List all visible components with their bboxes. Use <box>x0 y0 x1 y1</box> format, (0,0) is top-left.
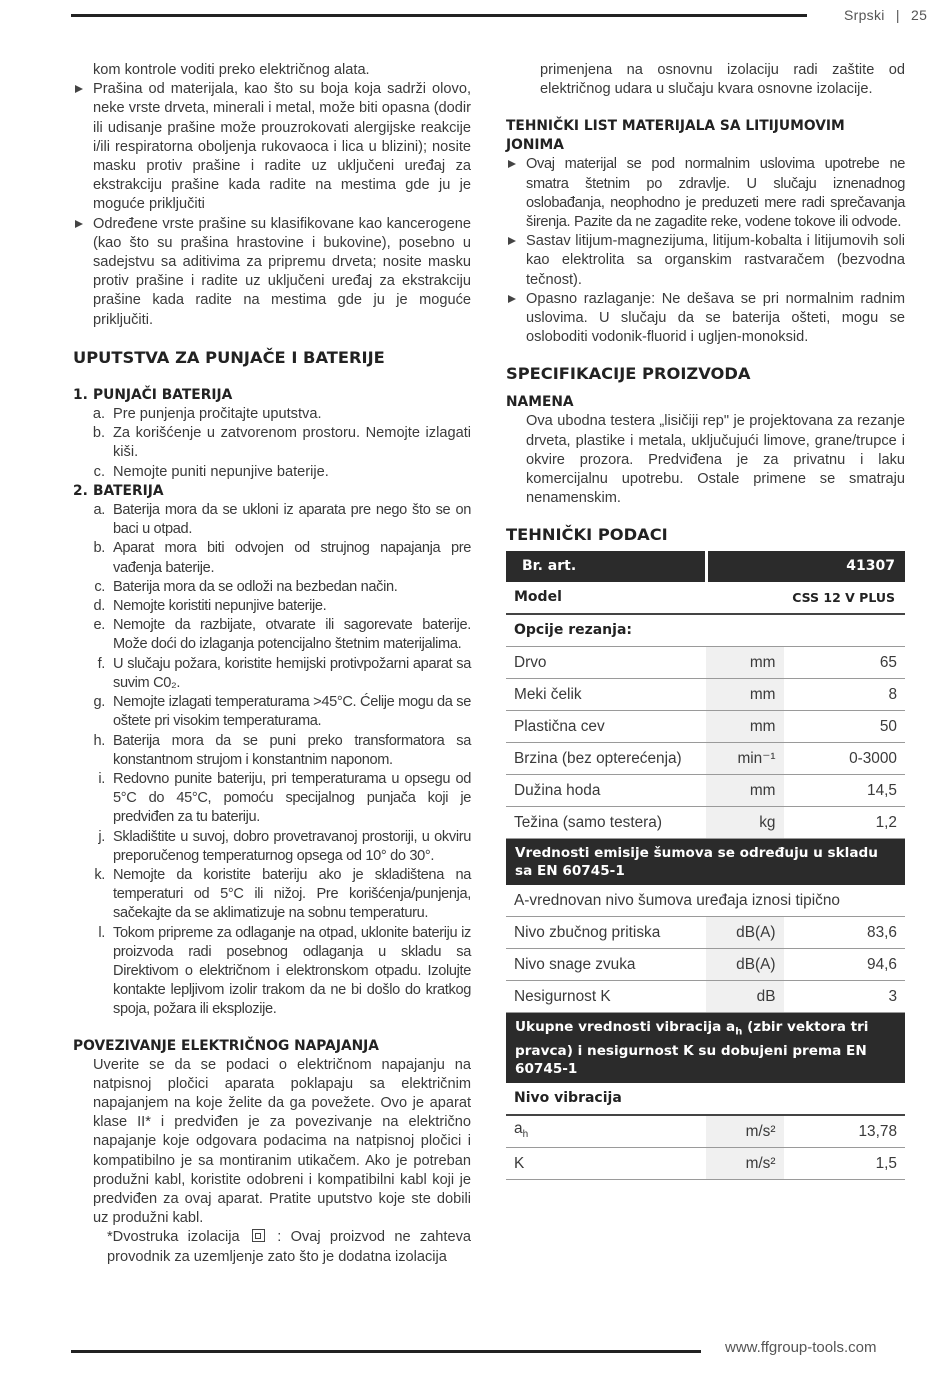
art-number-row <box>506 551 905 582</box>
footer-url: www.ffgroup-tools.com <box>725 1339 877 1356</box>
power-note-text: : Ovaj proizvod ne zahteva provodnik za uzemljenje zato što je dodatna izolacija <box>107 1229 471 1265</box>
cut-spec-row <box>506 775 905 807</box>
art-value: 41307 <box>706 551 905 582</box>
noise-spec-value: 94,6 <box>784 949 906 981</box>
double-insulation-icon <box>252 1229 265 1242</box>
battery-list-marker: a. <box>93 502 105 519</box>
noise-intro: A-vrednovan nivo šumova uređaja iznosi tipično <box>506 885 905 917</box>
cut-spec-value: 65 <box>784 647 906 679</box>
left-column <box>73 61 471 1267</box>
cut-options-label: Opcije rezanja: <box>506 614 905 647</box>
cut-spec-value: 8 <box>784 679 906 711</box>
cut-spec-row <box>506 743 905 775</box>
cut-spec-label: Težina (samo testera) <box>506 807 706 839</box>
vibration-header-b: (zbir vektora tri pravca) i nesigurnost K su dobujeni prema EN 60745-1 <box>515 1019 869 1078</box>
cut-spec-row <box>506 711 905 743</box>
header-rule <box>71 14 807 17</box>
noise-spec-row <box>506 917 905 949</box>
cut-spec-unit: mm <box>706 775 783 807</box>
section-lithium-heading: TEHNIČKI LIST MATERIJALA SA LITIJUMOVIM JONIMA <box>506 118 845 154</box>
noise-spec-row <box>506 981 905 1013</box>
battery-list-item <box>73 770 471 828</box>
battery-list-item <box>73 655 471 693</box>
cut-spec-row <box>506 679 905 711</box>
noise-intro-row <box>506 885 905 917</box>
cut-spec-value: 1,2 <box>784 807 906 839</box>
battery-list-marker: h. <box>93 732 105 749</box>
battery-list-marker: d. <box>93 598 105 615</box>
vibration-header-sub: h <box>735 1027 743 1039</box>
charger-list-text: Nemojte puniti nepunjive baterije. <box>113 463 329 480</box>
cut-spec-unit: mm <box>706 647 783 679</box>
cut-spec-row <box>506 647 905 679</box>
model-label: Model <box>506 582 706 614</box>
cut-spec-unit: min⁻¹ <box>706 743 783 775</box>
list1-title: PUNJAČI BATERIJA <box>93 386 233 403</box>
battery-list-text: Nemojte da koristite bateriju ako je skladištena na temperaturi od 5°C ili nižoj. Pre korišćenja/punjenja, sačekajte da se aklimatizuje na sobnu temperaturu. <box>113 866 471 922</box>
k-row <box>506 1148 905 1180</box>
model-row <box>506 582 905 614</box>
battery-list-item <box>73 539 471 577</box>
insulation-continued: primenjena na osnovnu izolaciju radi zaštite od električnog udara u slučaju kvara osnovne izolacije. <box>540 62 905 98</box>
battery-list-marker: k. <box>94 866 105 883</box>
power-note-lead: *Dvostruka izolacija <box>107 1229 240 1246</box>
battery-list-marker: j. <box>98 828 105 845</box>
model-value: CSS 12 V PLUS <box>706 582 905 614</box>
charger-list-item <box>73 463 471 482</box>
noise-header-row <box>506 839 905 886</box>
lithium-bullet-1: Ovaj materijal se pod normalnim uslovima upotrebe ne smatra štetnim po zdravlje. U slučaju iznenadnog oslobađanja, neophodno je preduzeti mere radi sprečavanja širenja. Pazite da ne zagadite reke, vodene tokove ili odvode. <box>506 155 905 232</box>
k-label: K <box>506 1148 706 1180</box>
purpose-heading: NAMENA <box>506 394 574 411</box>
vibration-header-row <box>506 1013 905 1083</box>
section-spec-heading: SPECIFIKACIJE PROIZVODA <box>506 364 751 384</box>
noise-spec-label: Nesigurnost K <box>506 981 706 1013</box>
battery-list-marker: f. <box>97 655 105 672</box>
section-tech-heading: TEHNIČKI PODACI <box>506 525 668 545</box>
cut-spec-value: 0-3000 <box>784 743 906 775</box>
battery-list-text: Tokom pripreme za odlaganje na otpad, uklonite bateriju iz proizvoda radi posebnog odlaganja u skladu sa Direktivom o električnom i elektronskom otpadu. Izolujte kontakte lepljivom izolir trakom da ne bi došlo do kratkog spoja, požara ili eksplozije. <box>113 924 471 1018</box>
vibration-header-a: Ukupne vrednosti vibracija a <box>515 1019 736 1036</box>
battery-list-text: Redovno punite bateriju, pri temperaturama u opsegu od 5°C do 45°C, pomoću specijalnog punjača koji je predviđen za tu bateriju. <box>113 770 471 826</box>
noise-spec-row <box>506 949 905 981</box>
lithium-bullet-2: Sastav litijum-magnezijuma, litijum-kobalta i litijumovih soli kao elektrolita sa organskim rastvaračem (bezvodna tečnost). <box>506 232 905 290</box>
header-separator: | <box>895 7 900 23</box>
charger-list-marker: c. <box>93 463 105 480</box>
page-number: 25 <box>911 7 928 23</box>
battery-list-marker: c. <box>94 578 105 595</box>
battery-list-item <box>73 501 471 539</box>
vibration-level-label: Nivo vibracija <box>506 1083 905 1115</box>
charger-list-text: Pre punjenja pročitajte uputstva. <box>113 406 322 423</box>
noise-spec-label: Nivo snage zvuka <box>506 949 706 981</box>
noise-rows <box>506 917 905 1013</box>
cut-spec-label: Dužina hoda <box>506 775 706 807</box>
purpose-text: Ova ubodna testera „lisičiji rep" je projektovana za rezanje drveta, plastike i metala, uključujući limove, grane/trupce i okvire prozora. Predviđena je za privatnu i laku komercijalnu upotrebu. Ostale primene se smatraju nenamenskim. <box>526 413 905 507</box>
charger-list-text: Za korišćenje u zatvorenom prostoru. Nemojte izlagati kiši. <box>113 425 471 461</box>
battery-list-text: Baterija mora da se puni preko transformatora sa konstantnom strujom i konstantnim naponom. <box>113 732 471 768</box>
tech-data-table <box>506 551 905 1180</box>
ah-row <box>506 1115 905 1148</box>
lithium-bullet-3: Opasno razlaganje: Ne dešava se pri normalnim radnim uslovima. U slučaju da se baterija ošteti, mogu se osloboditi vodonik-fluorid i ugljen-monoksid. <box>506 290 905 348</box>
battery-list-item <box>73 578 471 597</box>
list2-heading <box>73 482 471 501</box>
charger-list-marker: b. <box>92 425 105 442</box>
ah-label <box>506 1115 706 1148</box>
battery-list-item <box>73 828 471 866</box>
battery-list-text: Nemojte da razbijate, otvarate ili sagorevate baterije. Može doći do izlaganja potencijalno štetnim materijalima. <box>113 617 471 653</box>
header-language: Srpski <box>844 7 885 23</box>
battery-list-text: Skladištite u suvoj, dobro provetravanoj prostoriji, u okviru preporučenog temperaturnog opsega od 10° do 30°. <box>113 828 471 864</box>
ah-value: 13,78 <box>784 1115 906 1148</box>
noise-spec-unit: dB(A) <box>706 949 783 981</box>
section-chargers-heading: UPUTSTVA ZA PUNJAČE I BATERIJE <box>73 347 385 367</box>
cut-spec-label: Plastična cev <box>506 711 706 743</box>
cut-spec-label: Drvo <box>506 647 706 679</box>
ah-label-sub: h <box>522 1129 529 1141</box>
cut-spec-row <box>506 807 905 839</box>
battery-list-item <box>73 924 471 1020</box>
dust-bullet-2: Određene vrste prašine su klasifikovane kao kancerogene (kao što su prašina hrastovine i bukovine), posebno u sadejstvu sa aditivima za pripremu drveta; nosite masku protiv prašine i radite uz uključeni uređaj za ekstrakciju prašine kada radite na mestima gde ju je moguće priključiti. <box>73 215 471 330</box>
vibration-header <box>506 1013 905 1083</box>
noise-header: Vrednosti emisije šumova se određuju u skladu sa EN 60745-1 <box>506 839 905 886</box>
footer-rule <box>71 1350 701 1353</box>
battery-list-item <box>73 616 471 654</box>
noise-spec-unit: dB(A) <box>706 917 783 949</box>
cut-spec-unit: kg <box>706 807 783 839</box>
power-note <box>73 1228 471 1266</box>
battery-list-marker: g. <box>93 694 105 711</box>
battery-list-text: U slučaju požara, koristite hemijski protivpožarni aparat sa suvim C0₂. <box>113 655 471 691</box>
charger-list-item <box>73 405 471 424</box>
right-column <box>506 61 905 1180</box>
cut-spec-value: 50 <box>784 711 906 743</box>
noise-spec-value: 83,6 <box>784 917 906 949</box>
list2-number: 2. <box>73 482 88 499</box>
noise-spec-value: 3 <box>784 981 906 1013</box>
battery-list-text: Baterija mora da se odloži na bezbedan način. <box>113 578 398 595</box>
page-header <box>844 7 927 23</box>
list2-title: BATERIJA <box>93 482 164 499</box>
intro-line: kom kontrole voditi preko električnog alata. <box>93 62 370 78</box>
battery-list-item <box>73 866 471 924</box>
battery-list-item <box>73 693 471 731</box>
list1-number: 1. <box>73 386 88 403</box>
charger-list <box>73 405 471 482</box>
battery-list-marker: l. <box>98 924 105 941</box>
battery-list <box>73 501 471 1019</box>
cut-spec-label: Brzina (bez opterećenja) <box>506 743 706 775</box>
vibration-level-row <box>506 1083 905 1115</box>
battery-list-marker: b. <box>93 540 105 557</box>
battery-list-text: Nemojte izlagati temperaturama >45°C. Ćelije mogu da se oštete pri visokim temperaturama. <box>113 694 471 730</box>
charger-list-item <box>73 424 471 462</box>
battery-list-item <box>73 732 471 770</box>
charger-list-marker: a. <box>92 406 105 423</box>
battery-list-marker: i. <box>98 770 105 787</box>
art-label: Br. art. <box>506 551 706 582</box>
power-text: Uverite se da se podaci o električnom napajanju na natpisnoj pločici aparata poklapaju sa električnim napajanjem na koje želite da ga povežete. Ovo je aparat klase II* i predviđen je za povezivanje na električno napajanje koje odgovara podacima na natpisnoj pločici i kompatibilno je sa montiranim utikačem. Ako je potreban produžni kabl, koristite odobreni i kompatibilni kabl koji je predviđen za ovaj aparat. Pratite uputstvo koje ste dobili uz produžni kabl. <box>93 1056 471 1227</box>
noise-spec-label: Nivo zbučnog pritiska <box>506 917 706 949</box>
cut-spec-value: 14,5 <box>784 775 906 807</box>
k-unit: m/s² <box>706 1148 783 1180</box>
k-value: 1,5 <box>784 1148 906 1180</box>
cut-spec-unit: mm <box>706 711 783 743</box>
battery-list-marker: e. <box>93 617 105 634</box>
cut-rows <box>506 647 905 839</box>
cut-options-row <box>506 614 905 647</box>
cut-spec-label: Meki čelik <box>506 679 706 711</box>
noise-spec-unit: dB <box>706 981 783 1013</box>
dust-bullet-1: Prašina od materijala, kao što su boja koja sadrži olovo, neke vrste drveta, minerali i metal, može biti opasna (dodir ili udisanje prašine može prouzrokovati alergijske reakcije i/ili respiratorna oboljenja rukovaoca i lica u blizini); nosite masku protiv prašine i radite uz uključeni uređaj za ekstrakciju prašine kada radite na mestima gde ju je moguće priključiti <box>73 80 471 214</box>
battery-list-text: Aparat mora biti odvojen od strujnog napajanja pre vađenja baterije. <box>113 540 471 576</box>
cut-spec-unit: mm <box>706 679 783 711</box>
section-power-heading: POVEZIVANJE ELEKTRIČNOG NAPAJANJA <box>73 1037 379 1054</box>
battery-list-text: Nemojte koristiti nepunjive baterije. <box>113 598 327 615</box>
ah-label-main: a <box>514 1120 523 1138</box>
ah-unit: m/s² <box>706 1115 783 1148</box>
battery-list-text: Baterija mora da se ukloni iz aparata pre nego što se on baci u otpad. <box>113 502 471 538</box>
battery-list-item <box>73 597 471 616</box>
list1-heading <box>73 386 471 405</box>
